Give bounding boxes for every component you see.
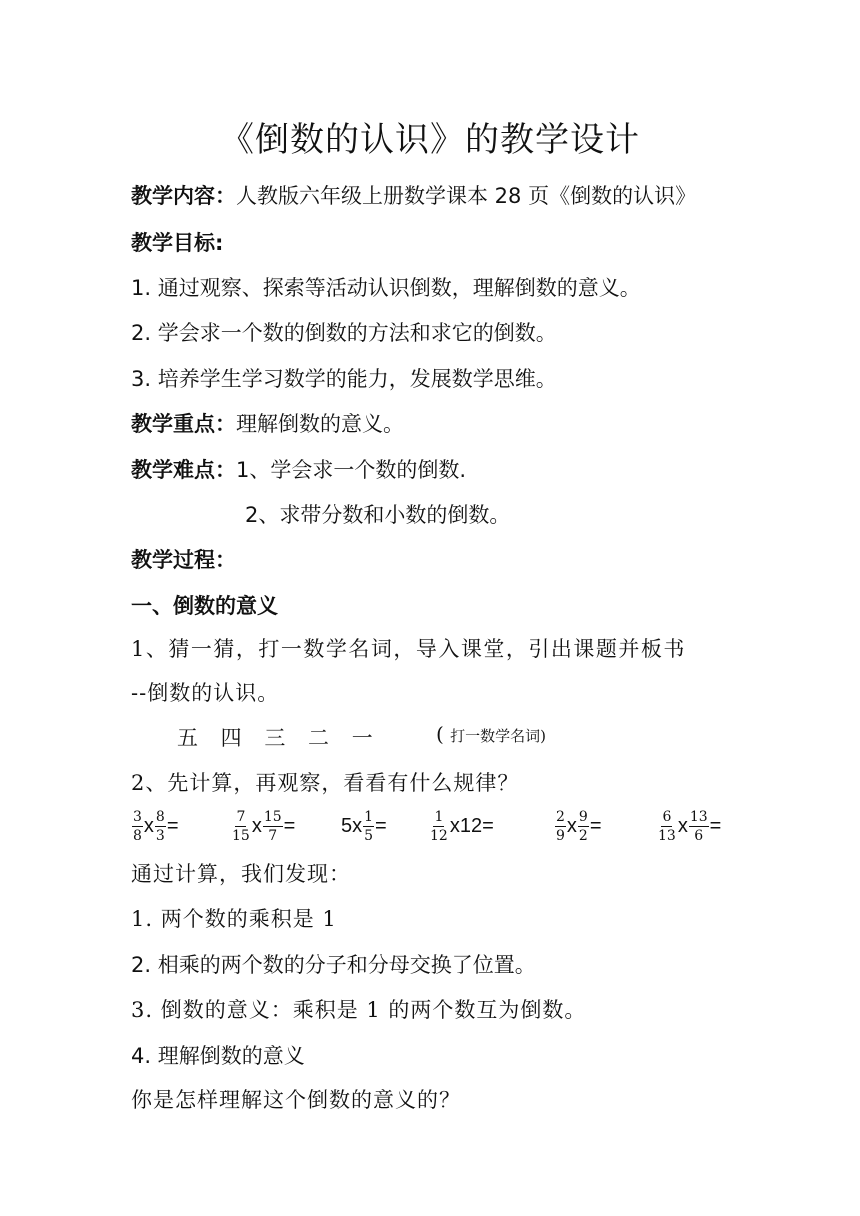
- equation-1: [131, 804, 179, 848]
- riddle-characters: 五 四 三 二 一: [177, 726, 381, 750]
- teaching-content-line: [131, 180, 696, 210]
- process-label: 教学过程：: [131, 548, 236, 572]
- document-title: 《倒数的认识》的教学设计: [220, 120, 640, 160]
- riddle-hint-text: 打一数学名词): [450, 727, 547, 745]
- goal-item-3: 3. 培养学生学习数学的能力，发展数学思维。: [131, 367, 557, 391]
- finding-item-4: 4. 理解倒数的意义: [131, 1044, 305, 1068]
- key-point-line: [131, 408, 404, 438]
- fraction: $\frac{8}{3}$: [155, 808, 165, 844]
- finding-item-2: 2. 相乘的两个数的分子和分母交换了位置。: [131, 953, 536, 977]
- fraction: $\frac{1}{5}$: [364, 808, 374, 844]
- finding-item-3: 3. 倒数的意义：乘积是 1 的两个数互为倒数。: [131, 998, 587, 1022]
- difficulty-item-2: 2、求带分数和小数的倒数。: [245, 503, 511, 527]
- section-heading-1: 一、倒数的意义: [131, 594, 278, 618]
- equation-4: [428, 804, 494, 848]
- riddle-paren: (: [436, 722, 444, 746]
- findings-intro: 通过计算，我们发现：: [131, 862, 351, 886]
- equals-sign: =: [283, 814, 296, 837]
- equals-sign: =: [589, 814, 602, 837]
- fraction: $\frac{9}{2}$: [578, 808, 588, 844]
- equation-6: [656, 804, 721, 848]
- times-sign: x: [677, 814, 688, 837]
- fraction: $\frac{7}{15}$: [232, 808, 250, 844]
- fraction: $\frac{13}{6}$: [689, 808, 708, 844]
- fraction: $\frac{3}{8}$: [133, 808, 142, 844]
- step-1-line-2: --倒数的认识。: [131, 681, 280, 705]
- fraction: $\frac{1}{12}$: [430, 808, 448, 844]
- riddle-hint: [436, 722, 546, 746]
- equation-3: [341, 804, 387, 848]
- finding-item-1: 1. 两个数的乘积是 1: [131, 907, 337, 931]
- integer-factor: 5x: [341, 814, 363, 837]
- equation-2: [230, 804, 295, 848]
- difficulty-line: [131, 454, 466, 484]
- fraction: $\frac{6}{13}$: [658, 808, 676, 844]
- step-1-line-1: 1、猜一猜，打一数学名词，导入课堂，引出课题并板书: [131, 637, 686, 661]
- difficulty-label: 教学难点：: [131, 458, 236, 482]
- teaching-goals-label: 教学目标:: [131, 231, 224, 255]
- equals-sign: =: [166, 814, 179, 837]
- times-sign: x: [251, 814, 262, 837]
- equals-sign: =: [375, 814, 387, 837]
- fraction: $\frac{15}{7}$: [263, 808, 282, 844]
- step-2-line: 2、先计算，再观察，看看有什么规律？: [131, 771, 520, 795]
- fraction: $\frac{2}{9}$: [556, 808, 565, 844]
- key-point-text: 理解倒数的意义。: [236, 412, 404, 436]
- times-sign: x: [566, 814, 577, 837]
- equation-tail: x12=: [449, 814, 494, 837]
- key-point-label: 教学重点：: [131, 412, 236, 436]
- teaching-content-text: 人教版六年级上册数学课本 28 页《倒数的认识》: [236, 184, 697, 208]
- closing-question: 你是怎样理解这个倒数的意义的？: [131, 1088, 461, 1112]
- equation-5: [554, 804, 602, 848]
- goal-item-1: 1. 通过观察、探索等活动认识倒数，理解倒数的意义。: [131, 276, 641, 300]
- times-sign: x: [143, 814, 154, 837]
- equals-sign: =: [709, 814, 722, 837]
- difficulty-item-1: 1、学会求一个数的倒数.: [236, 458, 467, 482]
- goal-item-2: 2. 学会求一个数的倒数的方法和求它的倒数。: [131, 321, 557, 345]
- teaching-content-label: 教学内容：: [131, 184, 236, 208]
